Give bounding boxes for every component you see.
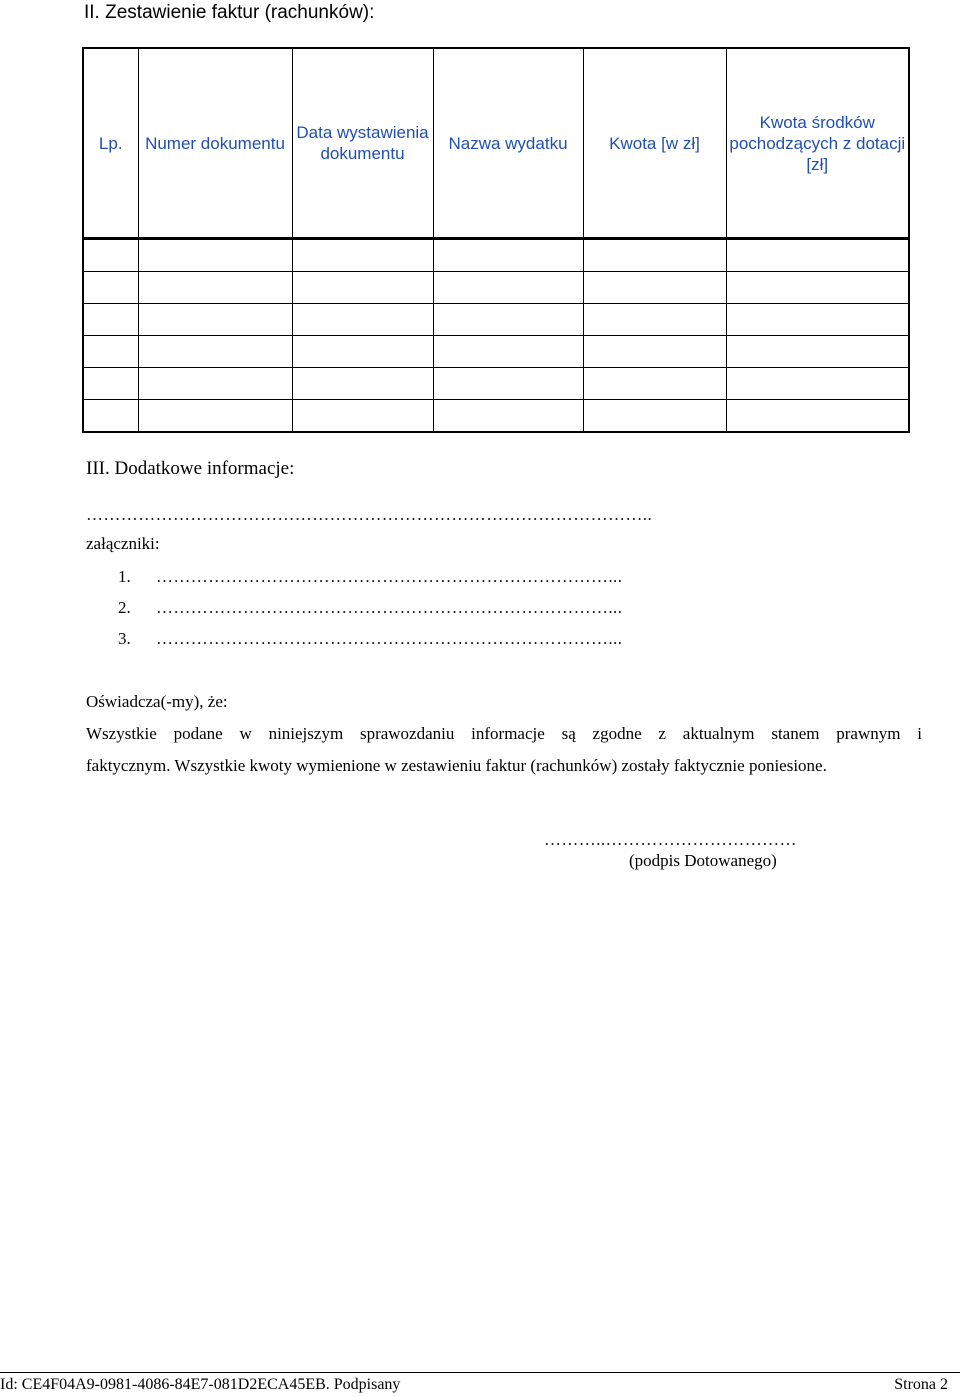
attachment-line-1[interactable]: ……………………………………………………………………... bbox=[156, 567, 623, 586]
header-issue-date: Data wystawienia dokumentu bbox=[292, 48, 433, 238]
table-cell[interactable] bbox=[292, 272, 433, 304]
table-row bbox=[83, 336, 909, 368]
table-cell[interactable] bbox=[83, 304, 138, 336]
table-cell[interactable] bbox=[292, 336, 433, 368]
document-id: Id: CE4F04A9-0981-4086-84E7-081D2ECA45EB. Podpisany bbox=[0, 1376, 401, 1393]
table-cell[interactable] bbox=[726, 304, 909, 336]
table-cell[interactable] bbox=[583, 304, 726, 336]
table-cell[interactable] bbox=[433, 400, 583, 433]
table-cell[interactable] bbox=[138, 272, 292, 304]
table-cell[interactable] bbox=[83, 240, 138, 272]
table-cell[interactable] bbox=[583, 240, 726, 272]
table-cell[interactable] bbox=[726, 368, 909, 400]
table-cell[interactable] bbox=[433, 336, 583, 368]
page-footer bbox=[0, 1372, 960, 1397]
table-cell[interactable] bbox=[726, 400, 909, 433]
attachments-label: załączniki: bbox=[86, 534, 160, 553]
table-cell[interactable] bbox=[138, 368, 292, 400]
header-amount: Kwota [w zł] bbox=[583, 48, 726, 238]
header-lp: Lp. bbox=[83, 48, 138, 238]
table-cell[interactable] bbox=[83, 336, 138, 368]
table-cell[interactable] bbox=[583, 336, 726, 368]
table-cell[interactable] bbox=[83, 368, 138, 400]
section-3-title: III. Dodatkowe informacje: bbox=[86, 458, 295, 479]
table-cell[interactable] bbox=[138, 240, 292, 272]
page-number: Strona 2 bbox=[894, 1376, 948, 1393]
declaration-line-2: faktycznym. Wszystkie kwoty wymienione w zestawieniu faktur (rachunków) zostały faktycznie poniesione. bbox=[86, 756, 827, 775]
table-cell[interactable] bbox=[138, 336, 292, 368]
table-cell[interactable] bbox=[433, 368, 583, 400]
signature-caption: (podpis Dotowanego) bbox=[629, 851, 777, 870]
table-cell[interactable] bbox=[726, 240, 909, 272]
table-row bbox=[83, 400, 909, 433]
additional-info-dotted-line[interactable]: …………………………………………………………………………………….. bbox=[86, 505, 653, 524]
section-2-title: II. Zestawienie faktur (rachunków): bbox=[84, 2, 375, 23]
table-cell[interactable] bbox=[292, 368, 433, 400]
signature-line[interactable]: ………..…………………………… bbox=[544, 830, 797, 849]
attachment-line-3[interactable]: ……………………………………………………………………... bbox=[156, 629, 623, 648]
table-cell[interactable] bbox=[583, 272, 726, 304]
header-expense-name: Nazwa wydatku bbox=[433, 48, 583, 238]
table-cell[interactable] bbox=[433, 272, 583, 304]
declaration-line-1: Wszystkie podane w niniejszym sprawozdaniu informacje są zgodne z aktualnym stanem prawnym i bbox=[86, 724, 922, 743]
table-cell[interactable] bbox=[83, 400, 138, 433]
table-cell[interactable] bbox=[138, 400, 292, 433]
invoice-table bbox=[82, 47, 910, 433]
header-document-number: Numer dokumentu bbox=[138, 48, 292, 238]
attachment-number-2: 2. bbox=[118, 598, 131, 617]
table-cell[interactable] bbox=[583, 368, 726, 400]
declaration-title: Oświadcza(-my), że: bbox=[86, 692, 228, 711]
table-row bbox=[83, 240, 909, 272]
attachment-line-2[interactable]: ……………………………………………………………………... bbox=[156, 598, 623, 617]
table-row bbox=[83, 368, 909, 400]
table-cell[interactable] bbox=[292, 400, 433, 433]
header-grant-amount: Kwota środków pochodzących z dotacji [zł] bbox=[726, 48, 909, 238]
table-row bbox=[83, 304, 909, 336]
table-cell[interactable] bbox=[726, 336, 909, 368]
table-header-row bbox=[83, 48, 909, 238]
table-cell[interactable] bbox=[138, 304, 292, 336]
table-cell[interactable] bbox=[433, 240, 583, 272]
table-cell[interactable] bbox=[583, 400, 726, 433]
table-cell[interactable] bbox=[292, 240, 433, 272]
table-cell[interactable] bbox=[83, 272, 138, 304]
table-row bbox=[83, 272, 909, 304]
table-cell[interactable] bbox=[433, 304, 583, 336]
table-cell[interactable] bbox=[726, 272, 909, 304]
attachment-number-1: 1. bbox=[118, 567, 131, 586]
attachment-number-3: 3. bbox=[118, 629, 131, 648]
table-cell[interactable] bbox=[292, 304, 433, 336]
